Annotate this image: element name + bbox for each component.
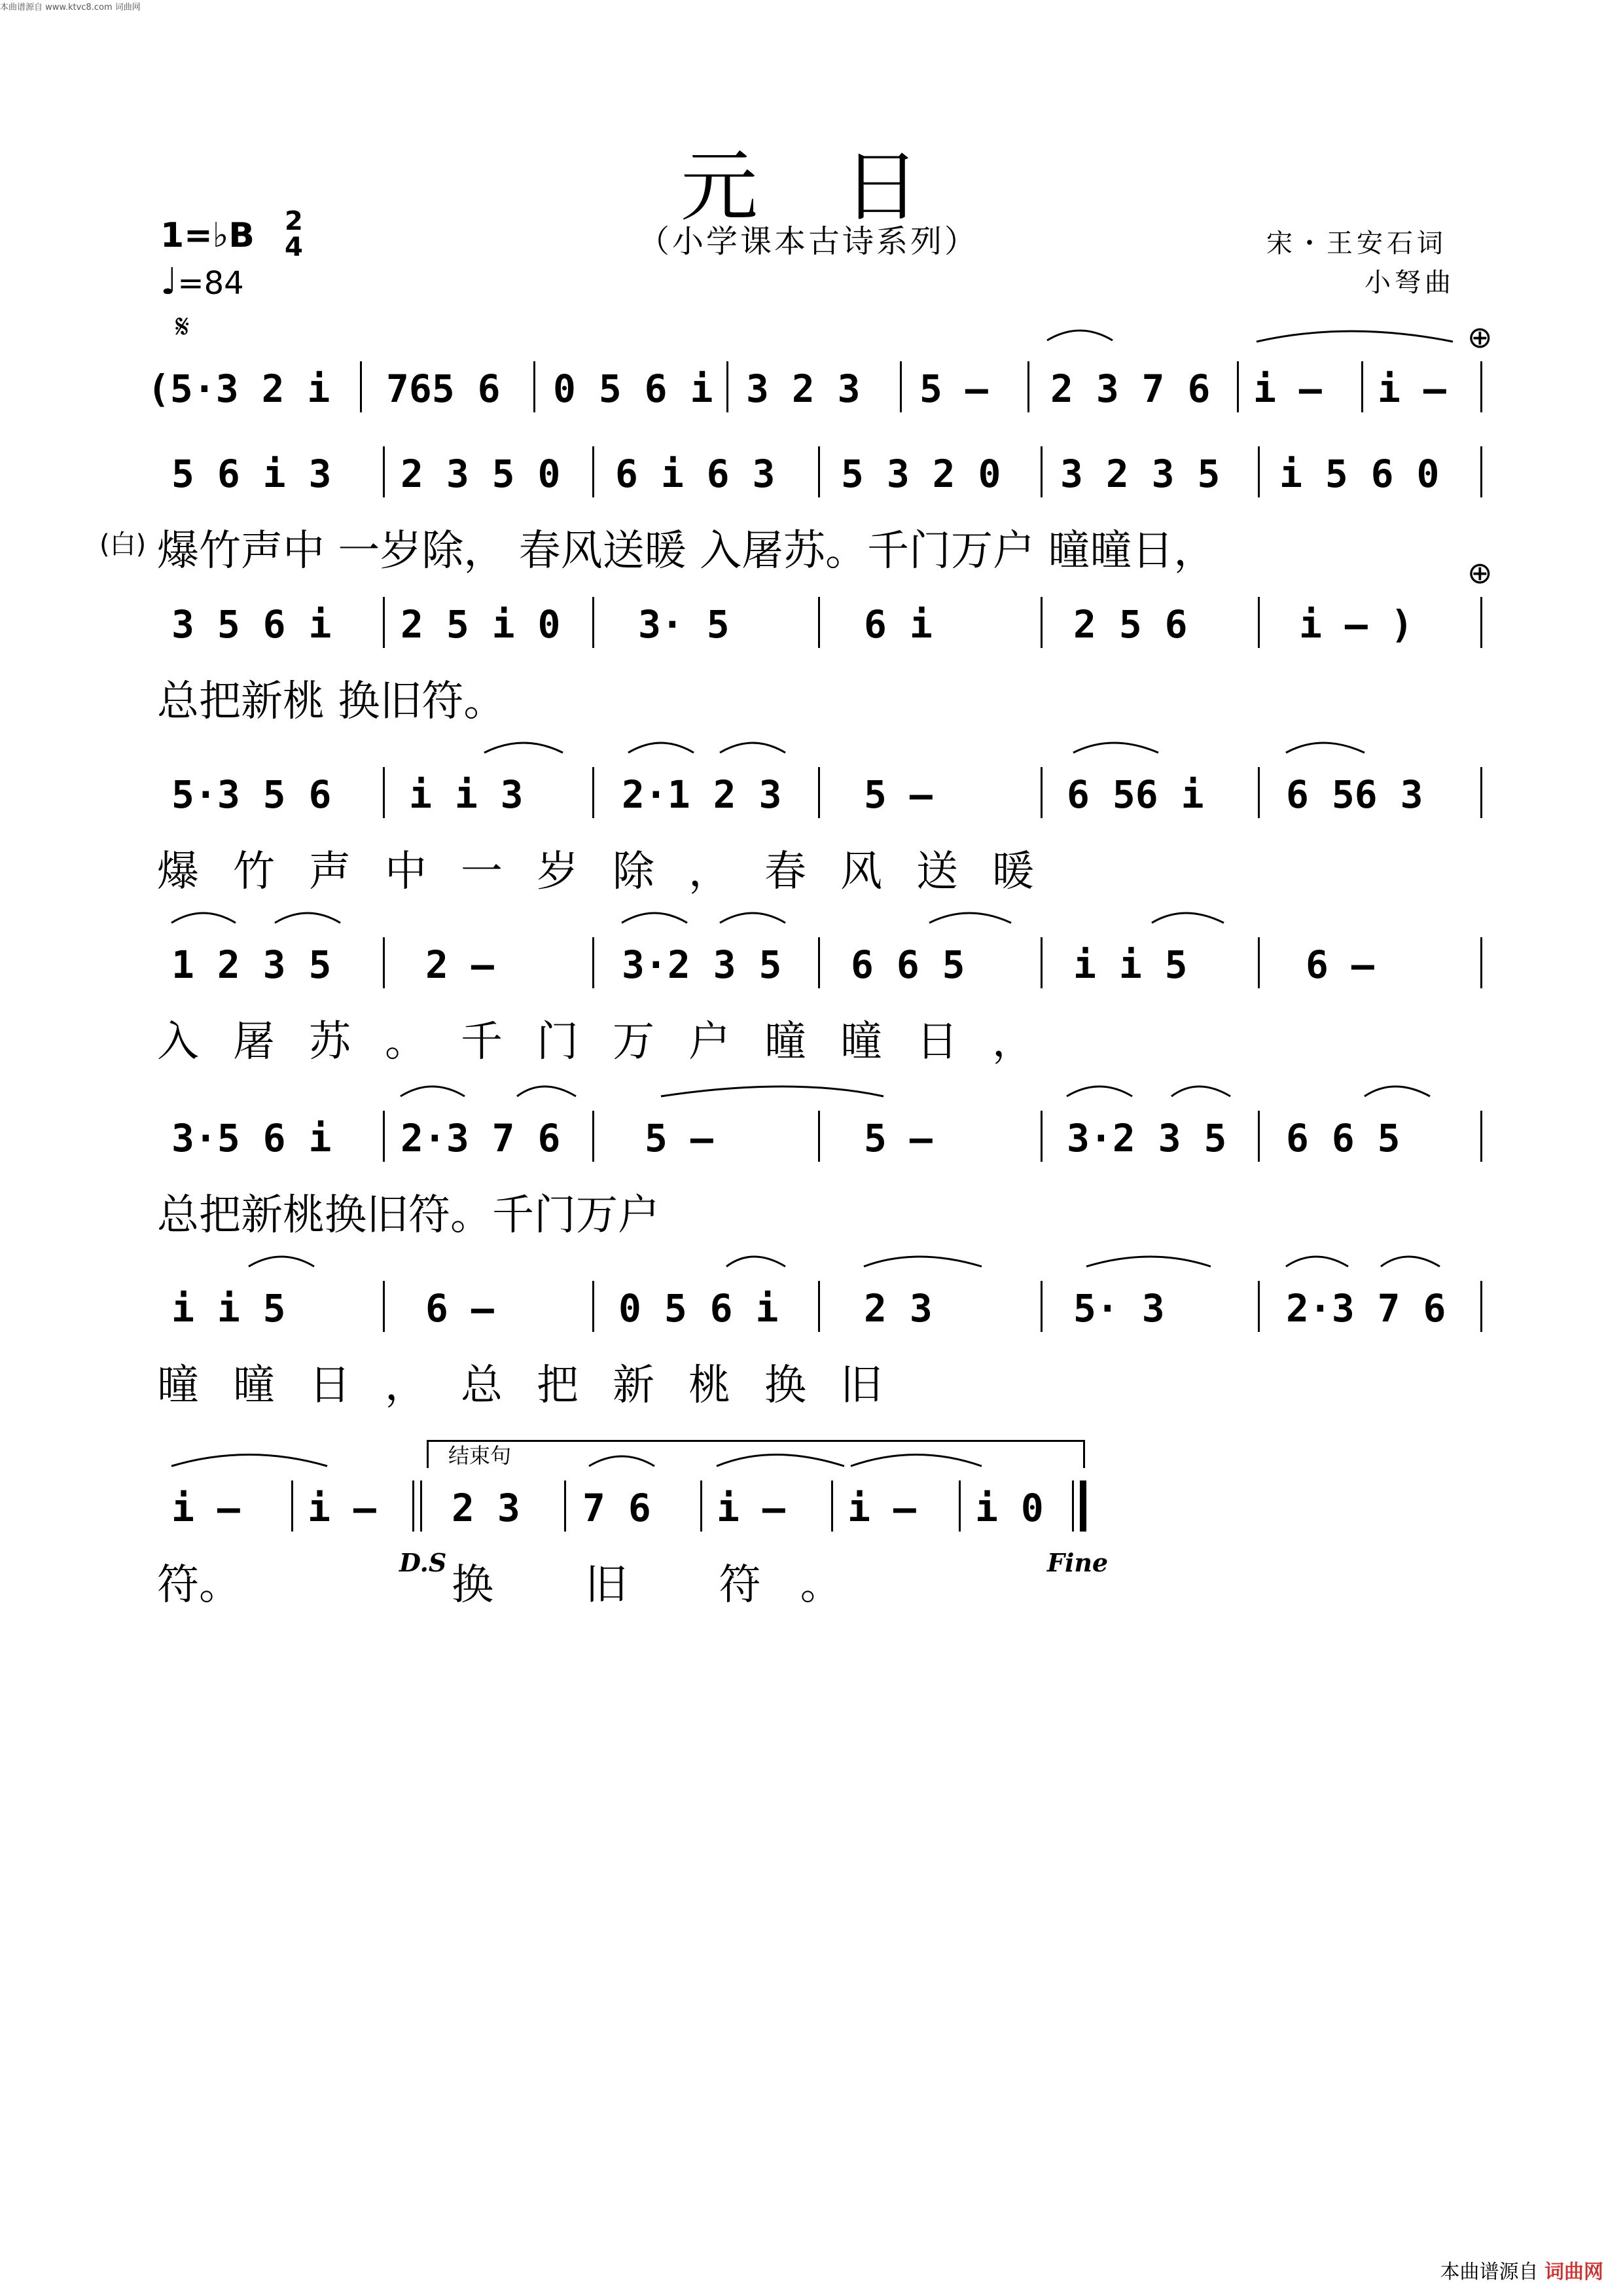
spoken-marker: (白) <box>99 529 147 560</box>
measure: (5·3 2 i <box>147 367 330 411</box>
lyrics-line: 总把新桃换旧符。千门万户 <box>157 1191 660 1240</box>
measure: 5· 3 <box>1073 1286 1165 1331</box>
measure: i – <box>717 1486 785 1530</box>
footer-right: 词曲网 <box>1544 2261 1603 2284</box>
lyricist-credit: 宋・王安石词 <box>1266 228 1447 259</box>
measure: i – <box>171 1486 240 1530</box>
measure: 5 6 i 3 <box>171 452 332 496</box>
lyrics-line: 爆竹声中 一岁除， 春风送暖 入屠苏。千门万户 曈曈日， <box>157 527 1216 575</box>
measure: 0 5 6 i <box>553 367 713 411</box>
measure: 5 3 2 0 <box>841 452 1001 496</box>
measure: 765 6 <box>386 367 501 411</box>
page-title: 元日 <box>681 141 1006 232</box>
measure: 5 – <box>864 1116 933 1160</box>
measure: 2·3 7 6 <box>1286 1286 1446 1331</box>
fine-marker: Fine <box>1047 1548 1109 1577</box>
measure: 3 2 3 5 <box>1060 452 1221 496</box>
measure: 2 3 5 0 <box>401 452 561 496</box>
measure: i – <box>847 1486 916 1530</box>
measure: 6 6 5 <box>1286 1116 1400 1160</box>
measure: 5 – <box>919 367 988 411</box>
lyrics-line: 爆竹声中一岁除，春风送暖 <box>157 848 1068 896</box>
tempo-value: =84 <box>177 265 244 302</box>
measure: i – ) <box>1299 602 1414 647</box>
measure: 2 – <box>425 942 494 987</box>
lyrics-line-start: 符。 <box>157 1561 241 1609</box>
measure: 2 5 6 <box>1073 602 1188 647</box>
lyrics-line: 入屠苏。千门万户曈曈日， <box>157 1018 1068 1066</box>
measure: 6 56 3 <box>1286 772 1423 817</box>
coda-icon: ⊕ <box>1467 319 1493 355</box>
ending-label: 结束句 <box>448 1443 512 1468</box>
lyrics-line: 总把新桃 换旧符。 <box>157 677 506 726</box>
measure: 3·2 3 5 <box>1067 1116 1227 1160</box>
footer-left: 本曲谱源自 <box>1440 2261 1539 2284</box>
measure: 2·3 7 6 <box>401 1116 561 1160</box>
segno-icon: 𝄋 <box>175 308 190 346</box>
lyrics-line: 曈曈日，总把新桃换旧 <box>157 1361 916 1410</box>
measure: i – <box>1378 367 1446 411</box>
measure: 2 3 <box>452 1486 520 1530</box>
measure: 2 3 7 6 <box>1050 367 1211 411</box>
measure: 1 2 3 5 <box>171 942 332 987</box>
key-signature: 1=♭B <box>160 216 255 255</box>
subtitle: （小学课本古诗系列） <box>638 223 979 260</box>
measure: 2·1 2 3 <box>622 772 782 817</box>
measure: 3·2 3 5 <box>622 942 782 987</box>
measure: 6 i <box>864 602 933 647</box>
measure: i – <box>308 1486 376 1530</box>
measure: 5 – <box>864 772 933 817</box>
measure: 2 3 <box>864 1286 933 1331</box>
composer-credit: 小弩曲 <box>1364 268 1455 298</box>
quarter-note-icon: ♩ <box>160 260 178 303</box>
measure: 6 6 5 <box>851 942 965 987</box>
measure: 6 – <box>425 1286 494 1331</box>
meter-bottom: 4 <box>285 232 303 262</box>
footer-brand <box>1440 2255 1603 2284</box>
ds-marker: D.S <box>399 1548 447 1577</box>
measure: 0 5 6 i <box>618 1286 779 1331</box>
measure: i 0 <box>975 1486 1044 1530</box>
measure: 3· 5 <box>638 602 730 647</box>
measure: 5·3 5 6 <box>171 772 332 817</box>
measure: i i 5 <box>171 1286 286 1331</box>
measure: 5 – <box>645 1116 713 1160</box>
site-watermark: 本曲谱源自 www.ktvc8.com 词曲网 <box>0 3 141 12</box>
measure: 3 5 6 i <box>171 602 332 647</box>
measure: 3·5 6 i <box>171 1116 332 1160</box>
measure: i 5 6 0 <box>1279 452 1440 496</box>
measure: 6 – <box>1306 942 1374 987</box>
meter-top: 2 <box>285 206 303 236</box>
lyrics-line-end: 换 旧 符。 <box>452 1561 882 1609</box>
measure: i i 5 <box>1073 942 1188 987</box>
measure: 7 6 <box>582 1486 651 1530</box>
measure: 2 5 i 0 <box>401 602 561 647</box>
measure: 3 2 3 <box>746 367 861 411</box>
measure: i – <box>1253 367 1322 411</box>
measure: 6 i 6 3 <box>615 452 776 496</box>
coda-icon: ⊕ <box>1467 555 1493 590</box>
measure: 6 56 i <box>1067 772 1204 817</box>
measure: i i 3 <box>409 772 524 817</box>
